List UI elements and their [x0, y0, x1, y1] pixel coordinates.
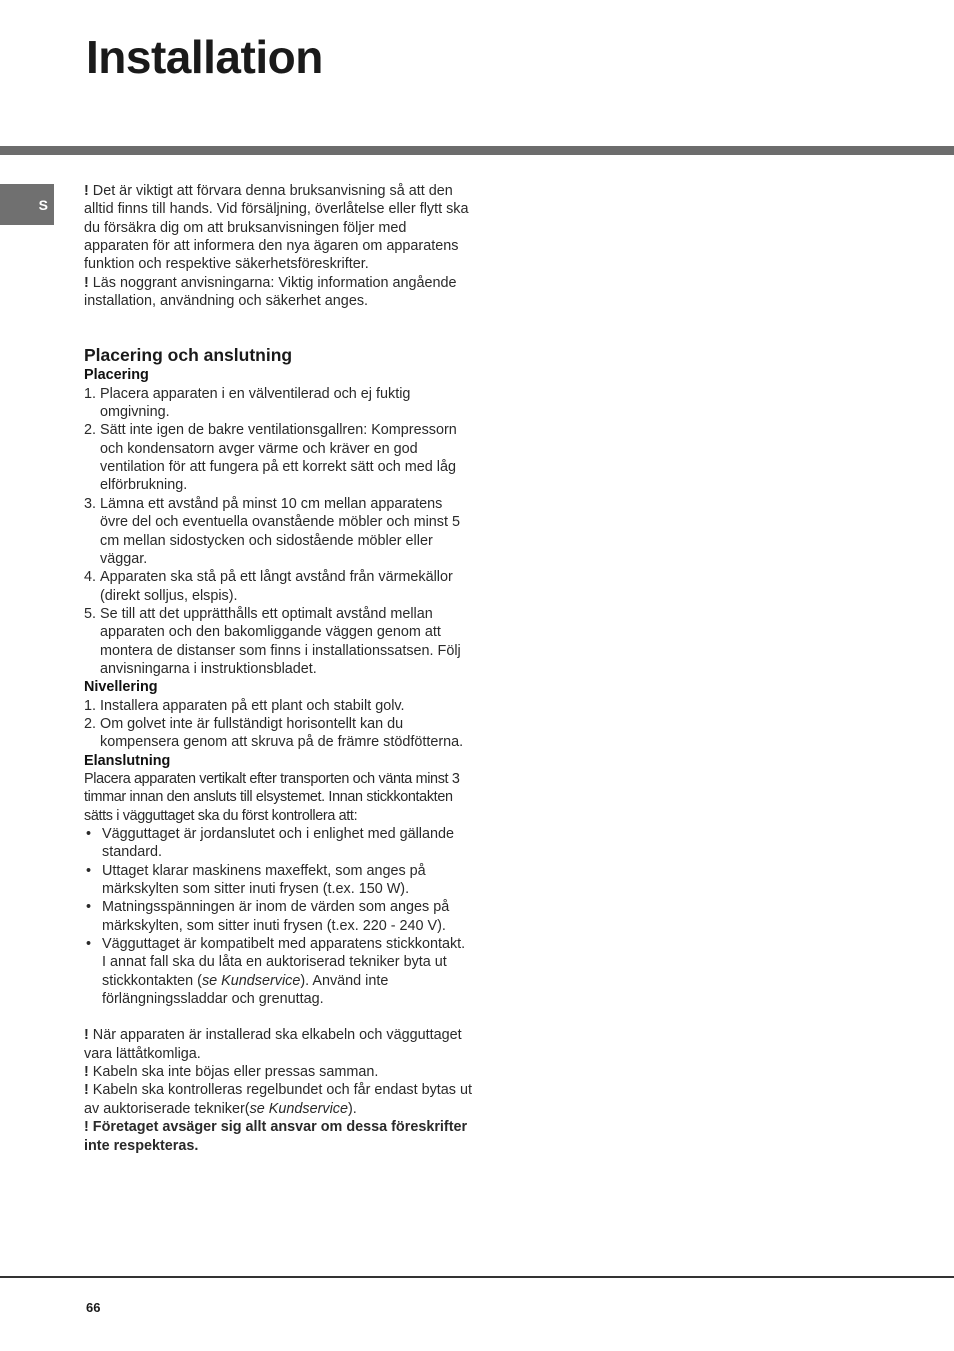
page-number: 66	[86, 1300, 101, 1315]
list-item: • Matningsspänningen är inom de värden som anges på märkskylten, som sitter inuti frysen (t.ex. 220 - 240 V).	[86, 899, 450, 934]
bullet-icon: •	[86, 862, 92, 879]
safety-note: ! När apparaten är installerad ska elkabeln och vägguttaget vara lättåtkomliga.	[84, 1027, 462, 1062]
warning-mark: !	[84, 1082, 89, 1099]
intro-note: ! Det är viktigt att förvara denna bruksanvisning så att den alltid finns till hands. Vid försäljning, överlåtelse eller flytt ska du försäkra dig om att bruksanvisningen följer med apparaten för att informera den nya ägaren om apparatens funktion och respektive säkerhetsföreskrifter.	[84, 183, 469, 273]
elanslutning-checklist	[84, 825, 472, 1008]
content-column	[84, 182, 472, 1155]
language-tab: S	[0, 184, 54, 225]
bullet-icon: •	[86, 899, 92, 916]
intro-notes	[84, 182, 472, 310]
warning-mark: !	[84, 1064, 89, 1081]
subheading-placering: Placering	[84, 367, 149, 384]
subheading-nivellering: Nivellering	[84, 679, 158, 696]
list-item: 2. Om golvet inte är fullständigt horisontellt kan du kompensera genom att skruva på de främre stödfötterna.	[84, 715, 464, 751]
footer-divider	[0, 1276, 954, 1278]
warning-mark: !	[84, 1119, 89, 1136]
kundservice-reference: se Kundservice	[201, 972, 301, 989]
safety-note: ! Kabeln ska inte böjas eller pressas samman.	[84, 1064, 379, 1081]
warning-mark: !	[84, 183, 89, 199]
list-item: 5. Se till att det upprätthålls ett optimalt avstånd mellan apparaten och den bakomliggande väggen genom att montera de distanser som finns i installationssatsen. Följ anvisningarna i instruktionsbladet.	[84, 605, 461, 677]
section-heading: Placering och anslutning	[84, 345, 293, 366]
list-item: 4. Apparaten ska stå på ett långt avstånd från värmekällor (direkt solljus, elspis).	[84, 569, 453, 604]
list-item: 2. Sätt inte igen de bakre ventilationsgallren: Kompressorn och kondensatorn avger värme och kräver en god ventilation för att fungera på ett korrekt sätt och med låg elförbrukning.	[84, 422, 457, 494]
page-title: Installation	[86, 31, 323, 83]
list-item: • Vägguttaget är jordanslutet och i enlighet med gällande standard.	[86, 826, 455, 861]
list-item: • Uttaget klarar maskinens maxeffekt, som anges på märkskylten som sitter inuti frysen (t.ex. 150 W).	[86, 862, 426, 898]
list-item: 3. Lämna ett avstånd på minst 10 cm mellan apparatens övre del och eventuella ovanstående möbler och minst 5 cm mellan sidostycken och sidostående möbler eller väggar.	[84, 495, 460, 567]
warning-mark: !	[84, 274, 89, 291]
intro-note: ! Läs noggrant anvisningarna: Viktig information angående installation, användning och säkerhet anges.	[84, 274, 457, 310]
list-item: 1. Placera apparaten i en välventilerad och ej fuktig omgivning.	[84, 385, 411, 421]
list-item: 1. Installera apparaten på ett plant och stabilt golv.	[84, 697, 405, 714]
safety-note: ! Kabeln ska kontrolleras regelbundet och får endast bytas ut av auktoriserade tekniker(se Kundservice).	[84, 1082, 472, 1117]
safety-notes	[84, 1026, 472, 1154]
kundservice-reference: se Kundservice	[249, 1100, 348, 1117]
placering-list	[84, 385, 472, 679]
header-divider	[0, 146, 954, 155]
subheading-elanslutning: Elanslutning	[84, 752, 171, 769]
bullet-icon: •	[86, 826, 92, 842]
warning-mark: !	[84, 1027, 89, 1044]
list-item: • Vägguttaget är kompatibelt med apparatens stickkontakt. I annat fall ska du låta en auktoriserad tekniker byta ut stickkontakten (se Kundservice). Använd inte förlängningssladdar och grenuttag.	[86, 936, 466, 1008]
bullet-icon: •	[86, 936, 92, 953]
elanslutning-intro: Placera apparaten vertikalt efter transporten och vänta minst 3 timmar innan den ansluts till elsystemet. Innan stickkontakten sätts i vägguttaget ska du först kontrollera att:	[84, 770, 460, 824]
liability-note: ! Företaget avsäger sig allt ansvar om dessa föreskrifter inte respekteras.	[84, 1119, 468, 1154]
nivellering-list	[84, 697, 472, 752]
